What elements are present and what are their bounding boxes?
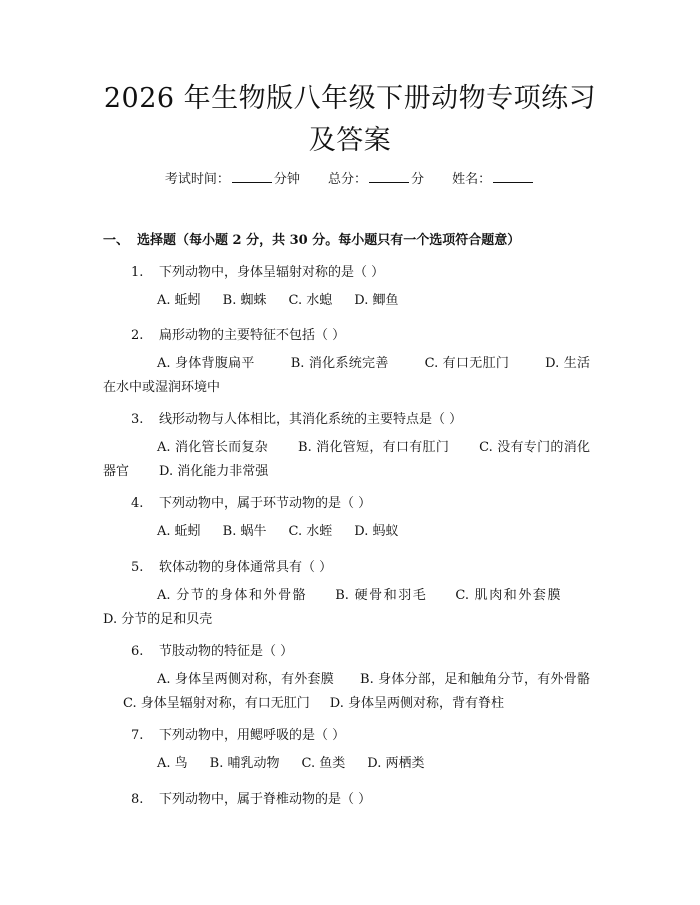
question-text: 下列动物中，属于脊椎动物的是（ ）	[159, 792, 372, 807]
question-number: 2.	[131, 328, 144, 343]
question-options	[103, 436, 590, 484]
question-text: 下列动物中，身体呈辐射对称的是（ ）	[159, 265, 385, 280]
question-stem	[131, 556, 332, 575]
option-c: C. 水螅	[288, 293, 333, 308]
question-text: 软体动物的身体通常具有（ ）	[159, 560, 333, 575]
option-c: C. 有口无肛门	[424, 356, 510, 371]
option-c: C. 鱼类	[301, 756, 346, 771]
option-d: D. 蚂蚁	[354, 524, 399, 539]
option-c: C. 水蛭	[288, 524, 333, 539]
question-number: 4.	[131, 496, 144, 511]
option-c: C. 没有专门的消化器官	[103, 440, 590, 479]
question-number: 6.	[131, 644, 144, 659]
page-title: 2026 年生物版八年级下册动物专项练习及答案	[103, 83, 597, 156]
question-text: 线形动物与人体相比，其消化系统的主要特点是（ ）	[159, 412, 463, 427]
question-stem	[131, 324, 345, 343]
option-b: B. 硬骨和羽毛	[335, 588, 428, 603]
time-blank	[232, 171, 272, 183]
question-options	[103, 289, 590, 313]
question-options	[103, 352, 590, 400]
question-options	[103, 520, 590, 544]
question-stem	[131, 788, 371, 807]
option-b: B. 消化管短，有口有肛门	[298, 440, 450, 455]
option-d: D. 分节的足和贝壳	[103, 612, 213, 627]
score-label: 总分：	[327, 172, 367, 187]
question-number: 5.	[131, 560, 144, 575]
question-stem	[131, 408, 462, 427]
option-d: D. 鲫鱼	[354, 293, 399, 308]
question-number: 3.	[131, 412, 144, 427]
name-blank	[493, 171, 533, 183]
question-stem	[131, 492, 371, 511]
question-text: 下列动物中，属于环节动物的是（ ）	[159, 496, 372, 511]
option-a: A. 蚯蚓	[157, 524, 201, 539]
question-number: 7.	[131, 728, 144, 743]
score-field	[328, 168, 424, 187]
question-text: 下列动物中，用鳃呼吸的是（ ）	[159, 728, 346, 743]
option-b: B. 蜘蛛	[222, 293, 267, 308]
option-a: A. 身体背腹扁平	[157, 356, 255, 371]
question-stem	[131, 640, 293, 659]
question-options	[103, 584, 590, 632]
option-d: D. 身体呈两侧对称，背有脊柱	[329, 696, 504, 711]
time-label: 考试时间：	[164, 172, 230, 187]
question-options	[103, 752, 590, 776]
score-unit: 分	[411, 172, 425, 187]
option-c: C. 身体呈辐射对称，有口无肛门	[123, 696, 310, 711]
question-number: 8.	[131, 792, 144, 807]
exam-info-line	[0, 168, 700, 187]
question-number: 1.	[131, 265, 144, 280]
option-a: A. 消化管长而复杂	[157, 440, 269, 455]
question-stem	[131, 724, 345, 743]
option-a: A. 鸟	[157, 756, 188, 771]
section-title: 选择题（每小题 2 分，共 30 分。每小题只有一个选项符合题意）	[137, 233, 521, 248]
option-b: B. 蜗牛	[222, 524, 267, 539]
option-a: A. 蚯蚓	[157, 293, 201, 308]
question-text: 扁形动物的主要特征不包括（ ）	[159, 328, 346, 343]
question-stem	[131, 261, 384, 280]
question-text: 节肢动物的特征是（ ）	[159, 644, 294, 659]
option-d: D. 消化能力非常强	[159, 464, 269, 479]
section-number: 一、	[103, 233, 130, 248]
name-field	[452, 168, 535, 187]
option-d: D. 生活在水中或湿润环境中	[103, 356, 590, 395]
option-d: D. 两栖类	[367, 756, 425, 771]
option-c: C. 肌肉和外套膜	[455, 588, 563, 603]
section-heading	[103, 229, 520, 248]
question-options	[103, 668, 590, 716]
name-label: 姓名：	[452, 172, 492, 187]
option-b: B. 哺乳动物	[209, 756, 280, 771]
time-field	[165, 168, 300, 187]
option-b: B. 身体分部，足和触角分节，有外骨骼	[360, 672, 590, 687]
score-blank	[369, 171, 409, 183]
time-unit: 分钟	[273, 172, 300, 187]
option-b: B. 消化系统完善	[290, 356, 389, 371]
option-a: A. 身体呈两侧对称，有外套膜	[157, 672, 335, 687]
option-a: A. 分节的身体和外骨骼	[157, 588, 308, 603]
